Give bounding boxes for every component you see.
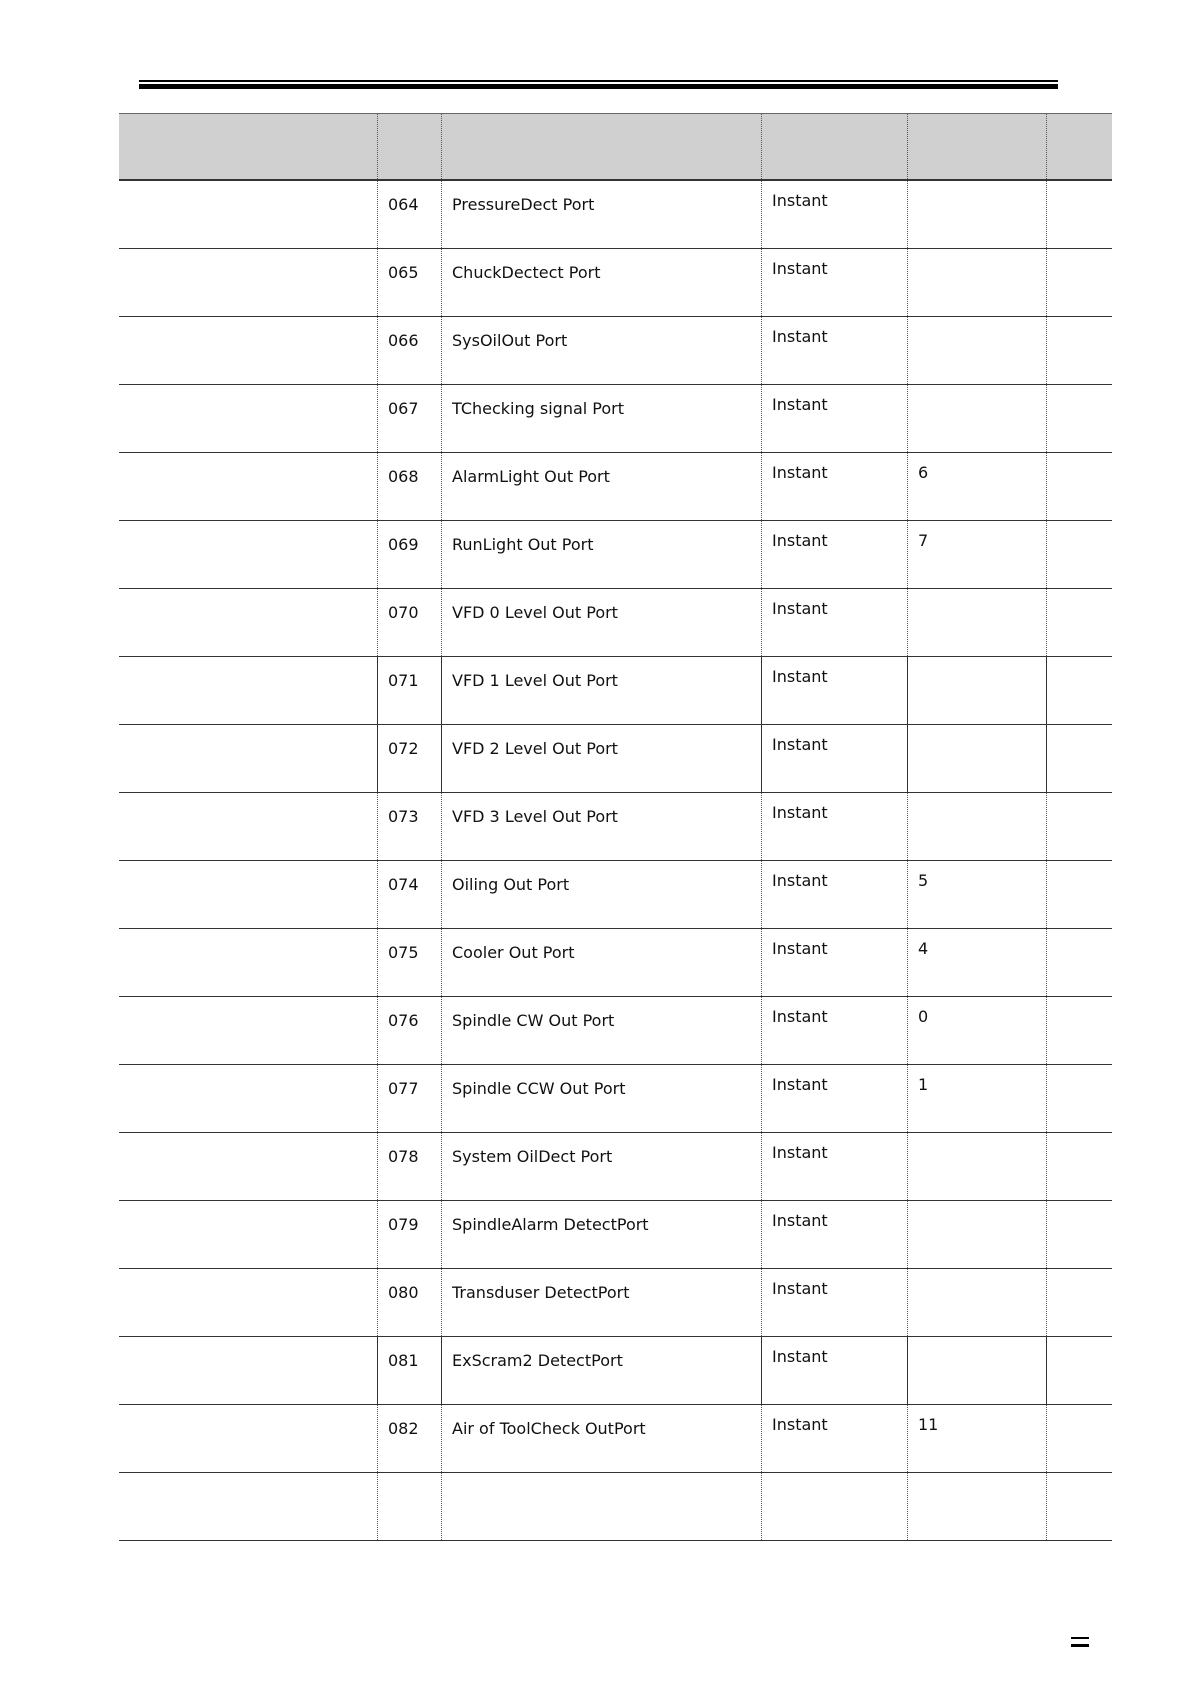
table-row bbox=[119, 589, 1112, 657]
param-name: ChuckDectect Port bbox=[452, 263, 601, 282]
param-value-cell bbox=[907, 861, 1046, 928]
header-cell bbox=[377, 114, 441, 179]
page-number-mark bbox=[1071, 1644, 1089, 1647]
group-cell bbox=[119, 1201, 377, 1268]
param-value bbox=[908, 1473, 1046, 1483]
group-cell bbox=[119, 181, 377, 248]
param-value-cell bbox=[907, 249, 1046, 316]
table-row bbox=[119, 1473, 1112, 1541]
param-type: Instant bbox=[772, 191, 828, 210]
param-value-cell bbox=[907, 1201, 1046, 1268]
param-type-cell bbox=[761, 725, 907, 792]
param-number: 065 bbox=[388, 263, 419, 282]
param-type: Instant bbox=[772, 1211, 828, 1230]
param-number: 066 bbox=[388, 331, 419, 350]
param-number: 067 bbox=[388, 399, 419, 418]
param-name-cell bbox=[441, 1065, 761, 1132]
extra-cell bbox=[1046, 589, 1112, 656]
param-value bbox=[908, 589, 1046, 599]
table-row bbox=[119, 861, 1112, 929]
header-rule-thick bbox=[139, 84, 1058, 89]
extra-cell bbox=[1046, 657, 1112, 724]
param-value: 6 bbox=[918, 463, 929, 482]
param-name-cell bbox=[441, 1133, 761, 1200]
param-number-cell bbox=[377, 385, 441, 452]
param-name-cell bbox=[441, 521, 761, 588]
param-name: Spindle CCW Out Port bbox=[452, 1079, 626, 1098]
table-row bbox=[119, 317, 1112, 385]
group-cell bbox=[119, 1337, 377, 1404]
group-cell bbox=[119, 589, 377, 656]
param-name bbox=[442, 1473, 761, 1487]
extra-cell bbox=[1046, 1473, 1112, 1540]
param-name-cell bbox=[441, 249, 761, 316]
param-value-cell bbox=[907, 1405, 1046, 1472]
param-type-cell bbox=[761, 1473, 907, 1540]
param-type-cell bbox=[761, 1133, 907, 1200]
param-number: 078 bbox=[388, 1147, 419, 1166]
param-value bbox=[908, 1201, 1046, 1211]
param-number: 069 bbox=[388, 535, 419, 554]
param-name-cell bbox=[441, 1269, 761, 1336]
param-type-cell bbox=[761, 861, 907, 928]
table-row bbox=[119, 725, 1112, 793]
param-number: 076 bbox=[388, 1011, 419, 1030]
param-type: Instant bbox=[772, 735, 828, 754]
group-cell bbox=[119, 1473, 377, 1540]
param-name: Oiling Out Port bbox=[452, 875, 570, 894]
param-value bbox=[908, 317, 1046, 327]
header-cell bbox=[761, 114, 907, 179]
param-value-cell bbox=[907, 1337, 1046, 1404]
param-value: 0 bbox=[918, 1007, 929, 1026]
param-type: Instant bbox=[772, 1415, 828, 1434]
table-row bbox=[119, 1201, 1112, 1269]
param-value: 1 bbox=[918, 1075, 929, 1094]
param-value-cell bbox=[907, 453, 1046, 520]
header-cell bbox=[441, 114, 761, 179]
group-cell bbox=[119, 385, 377, 452]
param-number: 068 bbox=[388, 467, 419, 486]
param-name-cell bbox=[441, 657, 761, 724]
table-row bbox=[119, 521, 1112, 589]
param-number-cell bbox=[377, 1405, 441, 1472]
param-name-cell bbox=[441, 997, 761, 1064]
param-type-cell bbox=[761, 589, 907, 656]
extra-cell bbox=[1046, 1065, 1112, 1132]
param-number-cell bbox=[377, 249, 441, 316]
param-name-cell bbox=[441, 181, 761, 248]
param-name: SysOilOut Port bbox=[452, 331, 568, 350]
extra-cell bbox=[1046, 1269, 1112, 1336]
param-type: Instant bbox=[772, 939, 828, 958]
param-name: SpindleAlarm DetectPort bbox=[452, 1215, 649, 1234]
param-number-cell bbox=[377, 861, 441, 928]
param-name-cell bbox=[441, 1405, 761, 1472]
param-value bbox=[908, 181, 1046, 191]
param-number-cell bbox=[377, 589, 441, 656]
param-type: Instant bbox=[772, 1279, 828, 1298]
group-cell bbox=[119, 1269, 377, 1336]
param-number: 081 bbox=[388, 1351, 419, 1370]
param-number: 074 bbox=[388, 875, 419, 894]
param-number-cell bbox=[377, 657, 441, 724]
table-row bbox=[119, 1405, 1112, 1473]
param-number-cell bbox=[377, 997, 441, 1064]
param-name: Cooler Out Port bbox=[452, 943, 575, 962]
param-number: 080 bbox=[388, 1283, 419, 1302]
table-row bbox=[119, 793, 1112, 861]
param-type-cell bbox=[761, 521, 907, 588]
extra-cell bbox=[1046, 453, 1112, 520]
param-number: 070 bbox=[388, 603, 419, 622]
extra-cell bbox=[1046, 249, 1112, 316]
param-name-cell bbox=[441, 1201, 761, 1268]
param-value bbox=[908, 1133, 1046, 1143]
param-number-cell bbox=[377, 453, 441, 520]
param-name-cell bbox=[441, 1473, 761, 1540]
param-type: Instant bbox=[772, 1075, 828, 1094]
param-type: Instant bbox=[772, 599, 828, 618]
param-name-cell bbox=[441, 317, 761, 384]
header-cell bbox=[907, 114, 1046, 179]
param-name: VFD 1 Level Out Port bbox=[452, 671, 618, 690]
param-type: Instant bbox=[772, 1347, 828, 1366]
group-cell bbox=[119, 1133, 377, 1200]
table-row bbox=[119, 181, 1112, 249]
extra-cell bbox=[1046, 1337, 1112, 1404]
param-type-cell bbox=[761, 249, 907, 316]
param-number-cell bbox=[377, 1337, 441, 1404]
param-name-cell bbox=[441, 861, 761, 928]
table-row bbox=[119, 657, 1112, 725]
table-header-row bbox=[119, 113, 1112, 181]
param-name: PressureDect Port bbox=[452, 195, 595, 214]
param-number-cell bbox=[377, 317, 441, 384]
param-name: TChecking signal Port bbox=[452, 399, 625, 418]
param-value-cell bbox=[907, 1473, 1046, 1540]
param-value-cell bbox=[907, 317, 1046, 384]
param-value: 4 bbox=[918, 939, 929, 958]
param-name-cell bbox=[441, 385, 761, 452]
group-cell bbox=[119, 793, 377, 860]
param-number: 073 bbox=[388, 807, 419, 826]
param-name-cell bbox=[441, 589, 761, 656]
param-name: VFD 0 Level Out Port bbox=[452, 603, 618, 622]
param-type-cell bbox=[761, 929, 907, 996]
param-name: Air of ToolCheck OutPort bbox=[452, 1419, 646, 1438]
param-type-cell bbox=[761, 1269, 907, 1336]
param-value bbox=[908, 249, 1046, 259]
param-type-cell bbox=[761, 385, 907, 452]
param-value: 11 bbox=[918, 1415, 939, 1434]
table-row bbox=[119, 385, 1112, 453]
param-number bbox=[378, 1473, 441, 1487]
param-value-cell bbox=[907, 929, 1046, 996]
param-name-cell bbox=[441, 725, 761, 792]
param-name: AlarmLight Out Port bbox=[452, 467, 610, 486]
group-cell bbox=[119, 997, 377, 1064]
param-value bbox=[908, 657, 1046, 667]
param-number: 082 bbox=[388, 1419, 419, 1438]
table-row bbox=[119, 929, 1112, 997]
param-name-cell bbox=[441, 793, 761, 860]
param-name: Spindle CW Out Port bbox=[452, 1011, 615, 1030]
extra-cell bbox=[1046, 861, 1112, 928]
param-number-cell bbox=[377, 1065, 441, 1132]
param-type: Instant bbox=[772, 531, 828, 550]
param-number: 072 bbox=[388, 739, 419, 758]
param-name: RunLight Out Port bbox=[452, 535, 594, 554]
group-cell bbox=[119, 249, 377, 316]
header-cell bbox=[1046, 114, 1112, 179]
table-row bbox=[119, 249, 1112, 317]
param-name: VFD 3 Level Out Port bbox=[452, 807, 618, 826]
param-value-cell bbox=[907, 793, 1046, 860]
param-value-cell bbox=[907, 725, 1046, 792]
param-number: 077 bbox=[388, 1079, 419, 1098]
param-type: Instant bbox=[772, 1143, 828, 1162]
param-number-cell bbox=[377, 1269, 441, 1336]
param-value-cell bbox=[907, 1269, 1046, 1336]
param-value bbox=[908, 1337, 1046, 1347]
param-value: 5 bbox=[918, 871, 929, 890]
param-value-cell bbox=[907, 997, 1046, 1064]
table-row bbox=[119, 997, 1112, 1065]
param-number: 079 bbox=[388, 1215, 419, 1234]
extra-cell bbox=[1046, 385, 1112, 452]
extra-cell bbox=[1046, 997, 1112, 1064]
table-row bbox=[119, 1065, 1112, 1133]
param-value-cell bbox=[907, 1065, 1046, 1132]
group-cell bbox=[119, 521, 377, 588]
table-row bbox=[119, 1133, 1112, 1201]
extra-cell bbox=[1046, 725, 1112, 792]
param-type-cell bbox=[761, 1337, 907, 1404]
group-cell bbox=[119, 657, 377, 724]
param-value-cell bbox=[907, 657, 1046, 724]
table-row bbox=[119, 453, 1112, 521]
extra-cell bbox=[1046, 317, 1112, 384]
param-type-cell bbox=[761, 1065, 907, 1132]
param-number-cell bbox=[377, 929, 441, 996]
extra-cell bbox=[1046, 521, 1112, 588]
page-number-mark bbox=[1071, 1637, 1089, 1639]
param-number-cell bbox=[377, 793, 441, 860]
extra-cell bbox=[1046, 1405, 1112, 1472]
extra-cell bbox=[1046, 181, 1112, 248]
param-number: 064 bbox=[388, 195, 419, 214]
param-type: Instant bbox=[772, 803, 828, 822]
param-name: VFD 2 Level Out Port bbox=[452, 739, 618, 758]
extra-cell bbox=[1046, 929, 1112, 996]
param-name: ExScram2 DetectPort bbox=[452, 1351, 623, 1370]
extra-cell bbox=[1046, 1133, 1112, 1200]
param-type-cell bbox=[761, 657, 907, 724]
param-type bbox=[762, 1473, 907, 1483]
param-value-cell bbox=[907, 521, 1046, 588]
param-type-cell bbox=[761, 1405, 907, 1472]
header-cell bbox=[119, 114, 377, 179]
param-type: Instant bbox=[772, 395, 828, 414]
param-value-cell bbox=[907, 1133, 1046, 1200]
group-cell bbox=[119, 861, 377, 928]
param-type: Instant bbox=[772, 667, 828, 686]
group-cell bbox=[119, 1065, 377, 1132]
param-number-cell bbox=[377, 521, 441, 588]
param-type-cell bbox=[761, 1201, 907, 1268]
param-type: Instant bbox=[772, 327, 828, 346]
param-type-cell bbox=[761, 181, 907, 248]
param-value-cell bbox=[907, 589, 1046, 656]
group-cell bbox=[119, 1405, 377, 1472]
param-number-cell bbox=[377, 1201, 441, 1268]
param-name-cell bbox=[441, 1337, 761, 1404]
param-number: 071 bbox=[388, 671, 419, 690]
param-number-cell bbox=[377, 725, 441, 792]
param-type: Instant bbox=[772, 259, 828, 278]
param-value-cell bbox=[907, 181, 1046, 248]
param-value-cell bbox=[907, 385, 1046, 452]
param-value bbox=[908, 725, 1046, 735]
param-name: Transduser DetectPort bbox=[452, 1283, 630, 1302]
param-value bbox=[908, 793, 1046, 803]
param-value bbox=[908, 1269, 1046, 1279]
param-type: Instant bbox=[772, 463, 828, 482]
table-row bbox=[119, 1269, 1112, 1337]
table-row bbox=[119, 1337, 1112, 1405]
group-cell bbox=[119, 725, 377, 792]
param-name: System OilDect Port bbox=[452, 1147, 613, 1166]
group-cell bbox=[119, 929, 377, 996]
param-number-cell bbox=[377, 1133, 441, 1200]
extra-cell bbox=[1046, 1201, 1112, 1268]
param-type: Instant bbox=[772, 871, 828, 890]
header-rule-thin bbox=[139, 80, 1058, 82]
parameter-table bbox=[119, 113, 1112, 1541]
param-name-cell bbox=[441, 453, 761, 520]
param-type: Instant bbox=[772, 1007, 828, 1026]
param-type-cell bbox=[761, 317, 907, 384]
extra-cell bbox=[1046, 793, 1112, 860]
table-body bbox=[119, 181, 1112, 1541]
param-number-cell bbox=[377, 181, 441, 248]
param-number: 075 bbox=[388, 943, 419, 962]
param-value bbox=[908, 385, 1046, 395]
param-number-cell bbox=[377, 1473, 441, 1540]
param-type-cell bbox=[761, 997, 907, 1064]
param-type-cell bbox=[761, 453, 907, 520]
group-cell bbox=[119, 317, 377, 384]
param-value: 7 bbox=[918, 531, 929, 550]
group-cell bbox=[119, 453, 377, 520]
param-name-cell bbox=[441, 929, 761, 996]
param-type-cell bbox=[761, 793, 907, 860]
